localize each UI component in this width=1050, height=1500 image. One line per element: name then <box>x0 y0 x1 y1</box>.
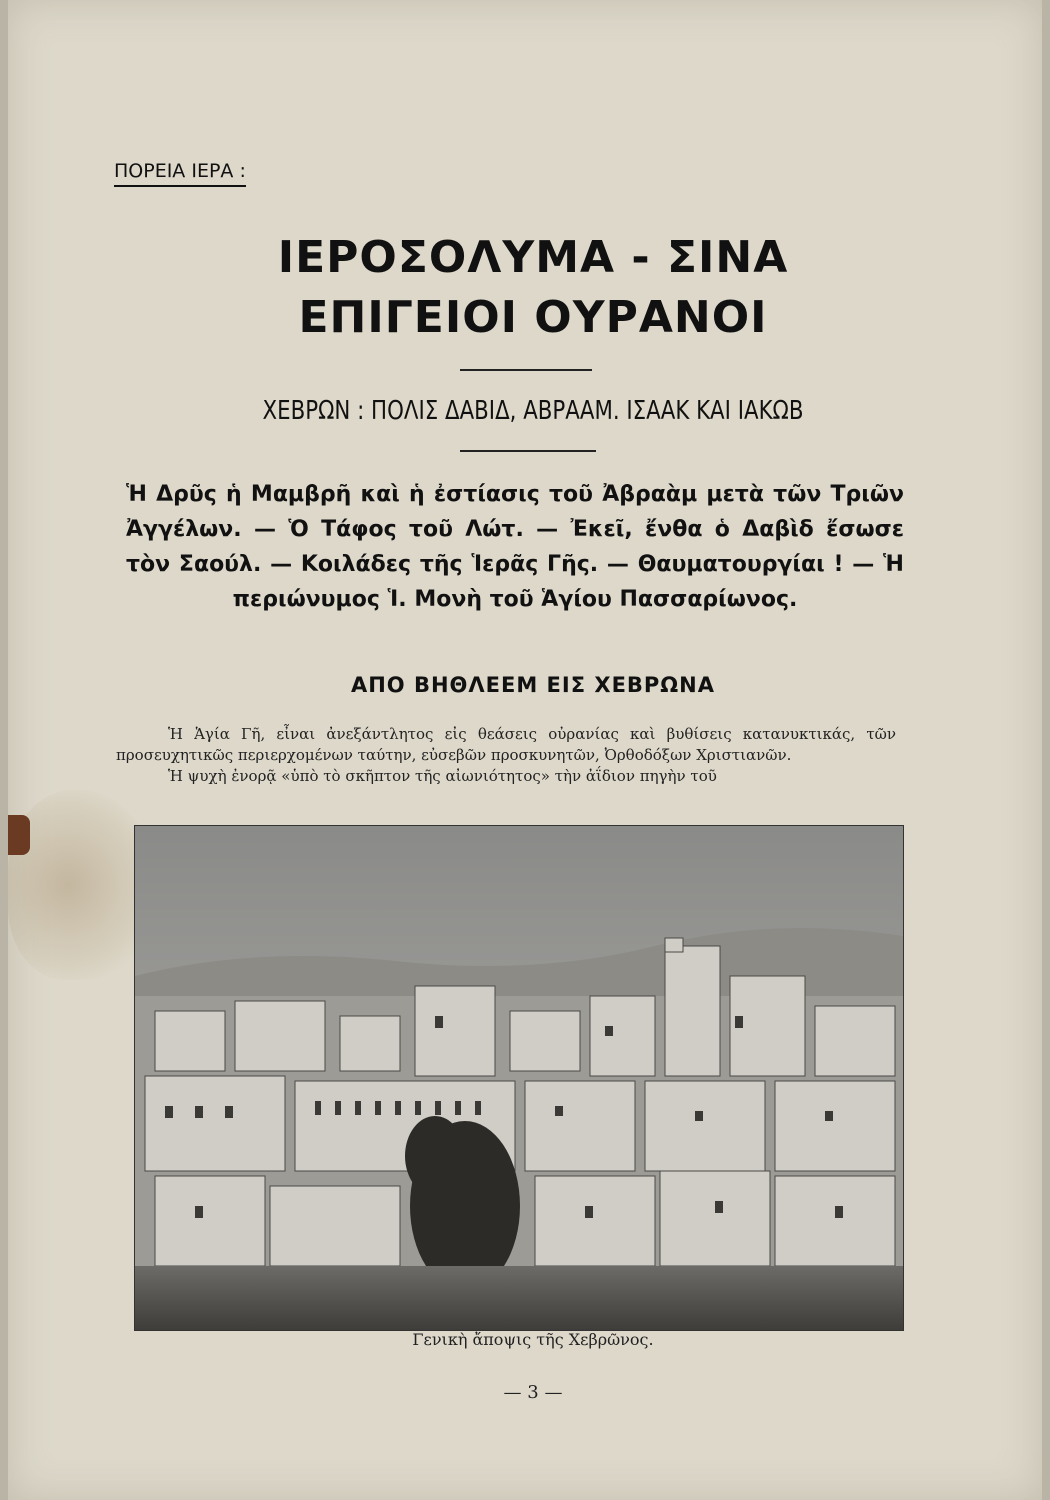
city-photograph <box>134 825 904 1331</box>
hebron-photo-illustration <box>135 826 903 1330</box>
title-divider <box>460 369 592 371</box>
page-number: — 3 — <box>503 1382 563 1403</box>
series-label: ΠΟΡΕΙΑ ΙΕΡΑ : <box>114 160 246 187</box>
body-paragraph-1: Ἡ Ἁγία Γῆ, εἶναι ἀνεξάντλητος εἰς θεάσεις οὐρανίας καὶ βυθίσεις κατανυκτικάς, τῶν προσευχητικῶς περιερχομένων ταύτην, εὐσεβῶν προσκυνητῶν, Ὀρθοδόξων Χριστιανῶν. <box>116 725 896 764</box>
summary-abstract: Ἡ Δρῦς ἡ Μαμβρῆ καὶ ἡ ἐστίασις τοῦ Ἀβραὰμ μετὰ τῶν Τριῶν Ἀγγέλων. — Ὁ Τάφος τοῦ Λώτ. — Ἐκεῖ, ἔνθα ὁ Δαβὶδ ἔσωσε τὸν Σαούλ. — Κοιλάδες τῆς Ἱερᾶς Γῆς. — Θαυματουργίαι ! — Ἡ περιώνυμος Ἱ. Μονὴ τοῦ Ἁγίου Πασσαρίωνος. <box>126 482 904 612</box>
document-page <box>8 0 1042 1500</box>
article-body <box>116 724 896 787</box>
binding-edge <box>8 815 30 855</box>
title-line-2: ΕΠΙΓΕΙΟΙ ΟΥΡΑΝΟΙ <box>298 292 768 343</box>
photo-caption: Γενικὴ ἄποψις τῆς Χεβρῶνος. <box>412 1330 654 1349</box>
title-line-1: ΙΕΡΟΣΟΛΥΜΑ - ΣΙΝΑ <box>277 232 789 283</box>
subtitle-divider <box>460 450 596 452</box>
body-paragraph-2: Ἡ ψυχὴ ἐνορᾷ «ὑπὸ τὸ σκῆπτον τῆς αἰωνιότητος» τὴν ἀΐδιον πηγὴν τοῦ <box>168 767 717 785</box>
subtitle: ΧΕΒΡΩΝ : ΠΟΛΙΣ ΔΑΒΙΔ, ΑΒΡΑΑΜ. ΙΣΑΑΚ ΚΑΙ ΙΑΚΩΒ <box>262 396 804 426</box>
section-heading: ΑΠΟ ΒΗΘΛΕΕΜ ΕΙΣ ΧΕΒΡΩΝΑ <box>350 673 715 697</box>
